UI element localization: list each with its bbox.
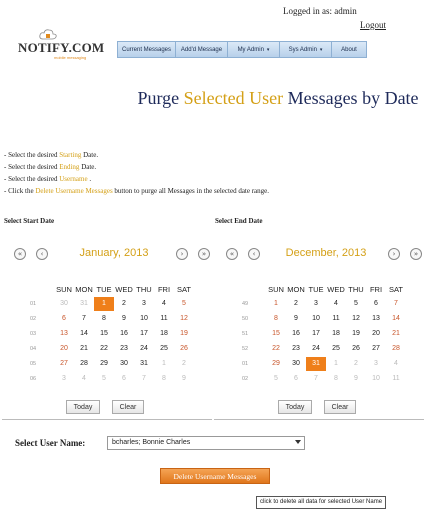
calendar-day[interactable]: 23 (292, 345, 300, 352)
calendar-day[interactable]: 23 (120, 345, 128, 352)
logout-link[interactable]: Logout (360, 20, 386, 30)
calendar-day[interactable]: 24 (140, 345, 148, 352)
tooltip: click to delete all data for selected User Name (256, 496, 386, 509)
calendar-day[interactable]: 4 (394, 360, 398, 367)
week-number: 50 (241, 316, 249, 322)
calendar-day[interactable]: 31 (80, 300, 88, 307)
calendar-day[interactable]: 16 (120, 330, 128, 337)
calendar-day[interactable]: 16 (292, 330, 300, 337)
day-of-week-header: WED (115, 285, 133, 294)
week-number: 51 (241, 331, 249, 337)
calendar-day[interactable]: 9 (122, 315, 126, 322)
calendar-day[interactable]: 14 (392, 315, 400, 322)
calendar-day[interactable]: 15 (272, 330, 280, 337)
calendar-day[interactable]: 13 (60, 330, 68, 337)
first-page-icon[interactable]: « (14, 248, 26, 260)
logged-in-text: Logged in as: admin (283, 6, 357, 16)
calendar-day[interactable]: 10 (372, 375, 380, 382)
calendar-day[interactable]: 1 (162, 360, 166, 367)
week-number: 52 (241, 346, 249, 352)
start-today-button[interactable]: Today (66, 400, 100, 414)
calendar-day[interactable]: 6 (122, 375, 126, 382)
calendar-day[interactable]: 3 (62, 375, 66, 382)
calendar-day[interactable]: 1 (334, 360, 338, 367)
calendar-day[interactable]: 29 (100, 360, 108, 367)
logo (18, 36, 105, 62)
calendar-day[interactable]: 4 (162, 300, 166, 307)
calendar-day[interactable]: 5 (274, 375, 278, 382)
calendar-day[interactable]: 25 (160, 345, 168, 352)
calendar-day[interactable]: 14 (80, 330, 88, 337)
calendar-day[interactable]: 9 (294, 315, 298, 322)
calendar-day[interactable]: 26 (180, 345, 188, 352)
nav-add-message[interactable]: Add'd Message (176, 42, 228, 57)
day-of-week-header: SAT (176, 285, 192, 294)
calendar-day[interactable]: 15 (100, 330, 108, 337)
calendar-day[interactable]: 28 (80, 360, 88, 367)
calendar-day[interactable]: 10 (140, 315, 148, 322)
day-of-week-header: FRI (157, 285, 171, 294)
calendar-day[interactable]: 24 (312, 345, 320, 352)
calendar-day[interactable]: 2 (122, 300, 126, 307)
chevron-down-icon: ▾ (319, 46, 323, 53)
day-of-week-header: FRI (369, 285, 383, 294)
calendar-day[interactable]: 30 (292, 360, 300, 367)
calendar-day[interactable]: 1 (94, 297, 114, 311)
start-clear-button[interactable]: Clear (112, 400, 144, 414)
calendar-day[interactable]: 5 (182, 300, 186, 307)
calendar-day[interactable]: 26 (352, 345, 360, 352)
next-month-icon[interactable]: › (176, 248, 188, 260)
cloud-lock-icon (39, 28, 57, 40)
week-number: 02 (241, 376, 249, 382)
calendar-day[interactable]: 3 (314, 300, 318, 307)
nav-my-admin[interactable]: My Admin ▾ (228, 42, 280, 57)
logo-tagline: mobile messaging (54, 55, 87, 60)
nav-about[interactable]: About (341, 46, 357, 53)
calendar-day[interactable]: 31 (140, 360, 148, 367)
last-page-icon[interactable]: » (198, 248, 210, 260)
calendar-day[interactable]: 22 (272, 345, 280, 352)
calendar-day[interactable]: 7 (314, 375, 318, 382)
calendar-day[interactable]: 12 (180, 315, 188, 322)
calendar-day[interactable]: 11 (160, 315, 168, 322)
calendar-day[interactable]: 2 (182, 360, 186, 367)
calendar-day[interactable]: 18 (160, 330, 168, 337)
divider (2, 419, 212, 420)
calendar-day[interactable]: 19 (352, 330, 360, 337)
week-number: 03 (29, 331, 37, 337)
day-of-week-header: THU (348, 285, 364, 294)
week-number: 02 (29, 316, 37, 322)
week-number: 01 (241, 361, 249, 367)
calendar-day[interactable]: 6 (62, 315, 66, 322)
calendar-day[interactable]: 1 (274, 300, 278, 307)
chevron-down-icon: ▾ (266, 46, 270, 53)
calendar-day[interactable]: 6 (294, 375, 298, 382)
calendar-day[interactable]: 6 (374, 300, 378, 307)
calendar-day[interactable]: 5 (102, 375, 106, 382)
calendar-day[interactable]: 8 (274, 315, 278, 322)
calendar-day[interactable]: 27 (60, 360, 68, 367)
end-clear-button[interactable]: Clear (324, 400, 356, 414)
calendar-day[interactable]: 11 (392, 375, 400, 382)
calendar-day[interactable]: 8 (162, 375, 166, 382)
calendar-day[interactable]: 31 (306, 357, 326, 371)
calendar-day[interactable]: 17 (140, 330, 148, 337)
instruction-line: - Select the desired Starting Date. (4, 151, 99, 159)
calendar-day[interactable]: 7 (82, 315, 86, 322)
day-of-week-header: MON (75, 285, 93, 294)
calendar-day[interactable]: 2 (354, 360, 358, 367)
calendar-day[interactable]: 8 (334, 375, 338, 382)
user-name-select[interactable] (107, 436, 305, 450)
day-of-week-header: WED (327, 285, 345, 294)
calendar-day[interactable]: 17 (312, 330, 320, 337)
calendar-day[interactable]: 22 (100, 345, 108, 352)
logo-text: NOTIFY.COM (18, 40, 105, 55)
calendar-day[interactable]: 13 (372, 315, 380, 322)
calendar-day[interactable]: 2 (294, 300, 298, 307)
calendar-day[interactable]: 30 (60, 300, 68, 307)
calendar-day[interactable]: 9 (182, 375, 186, 382)
calendar-day[interactable]: 21 (392, 330, 400, 337)
main-nav (117, 41, 367, 58)
calendar-day[interactable]: 28 (392, 345, 400, 352)
instructions (4, 149, 269, 197)
prev-month-icon[interactable]: ‹ (36, 248, 48, 260)
calendar-day[interactable]: 20 (60, 345, 68, 352)
week-number: 04 (29, 346, 37, 352)
week-number: 49 (241, 301, 249, 307)
calendar-day[interactable]: 20 (372, 330, 380, 337)
instruction-line: - Select the desired Ending Date. (4, 163, 97, 171)
week-number: 06 (29, 376, 37, 382)
day-of-week-header: SAT (388, 285, 404, 294)
divider (214, 419, 424, 420)
user-name-label: Select User Name: (15, 438, 86, 448)
calendar-day[interactable]: 8 (102, 315, 106, 322)
calendar-day[interactable]: 25 (332, 345, 340, 352)
week-number: 01 (29, 301, 37, 307)
day-of-week-header: MON (287, 285, 305, 294)
prev-month-icon[interactable]: ‹ (248, 248, 260, 260)
user-name-value: bcharles; Bonnie Charles (112, 439, 191, 446)
calendar-day[interactable]: 29 (272, 360, 280, 367)
page-title: Purge Selected User Messages by Date (137, 88, 419, 108)
start-date-label: Select Start Date (4, 217, 55, 225)
week-number: 05 (29, 361, 37, 367)
day-of-week-header: THU (136, 285, 152, 294)
calendar-day[interactable]: 18 (332, 330, 340, 337)
calendar-day[interactable]: 9 (354, 375, 358, 382)
calendar-day[interactable]: 27 (372, 345, 380, 352)
day-of-week-header: TUE (96, 285, 112, 294)
calendar-day[interactable]: 3 (142, 300, 146, 307)
calendar-day[interactable]: 7 (394, 300, 398, 307)
calendar-day[interactable]: 5 (354, 300, 358, 307)
start-month-title: January, 2013 (79, 247, 149, 259)
calendar-day[interactable]: 19 (180, 330, 188, 337)
first-page-icon[interactable]: « (226, 248, 238, 260)
instruction-line: - Select the desired Username . (4, 175, 92, 183)
calendar-day[interactable]: 12 (352, 315, 360, 322)
instruction-line: - Click the Delete Username Messages button to purge all Messages in the selected date range. (4, 187, 270, 195)
calendar-day[interactable]: 3 (374, 360, 378, 367)
end-date-label: Select End Date (215, 217, 263, 225)
calendar-day[interactable]: 4 (82, 375, 86, 382)
last-page-icon[interactable]: » (410, 248, 422, 260)
next-month-icon[interactable]: › (388, 248, 400, 260)
nav-current-messages[interactable]: Current Messages (118, 42, 176, 57)
day-of-week-header: TUE (308, 285, 324, 294)
delete-username-messages-button[interactable]: Delete Username Messages (160, 468, 270, 484)
calendar-day[interactable]: 30 (120, 360, 128, 367)
calendar-day[interactable]: 4 (334, 300, 338, 307)
calendar-day[interactable]: 10 (312, 315, 320, 322)
nav-sys-admin[interactable]: Sys Admin ▾ (280, 42, 332, 57)
day-of-week-header: SUN (56, 285, 72, 294)
end-today-button[interactable]: Today (278, 400, 312, 414)
day-of-week-header: SUN (268, 285, 284, 294)
calendar-day[interactable]: 7 (142, 375, 146, 382)
end-month-title: December, 2013 (285, 247, 367, 259)
calendar-day[interactable]: 11 (332, 315, 340, 322)
chevron-down-icon (295, 440, 301, 444)
calendar-day[interactable]: 21 (80, 345, 88, 352)
